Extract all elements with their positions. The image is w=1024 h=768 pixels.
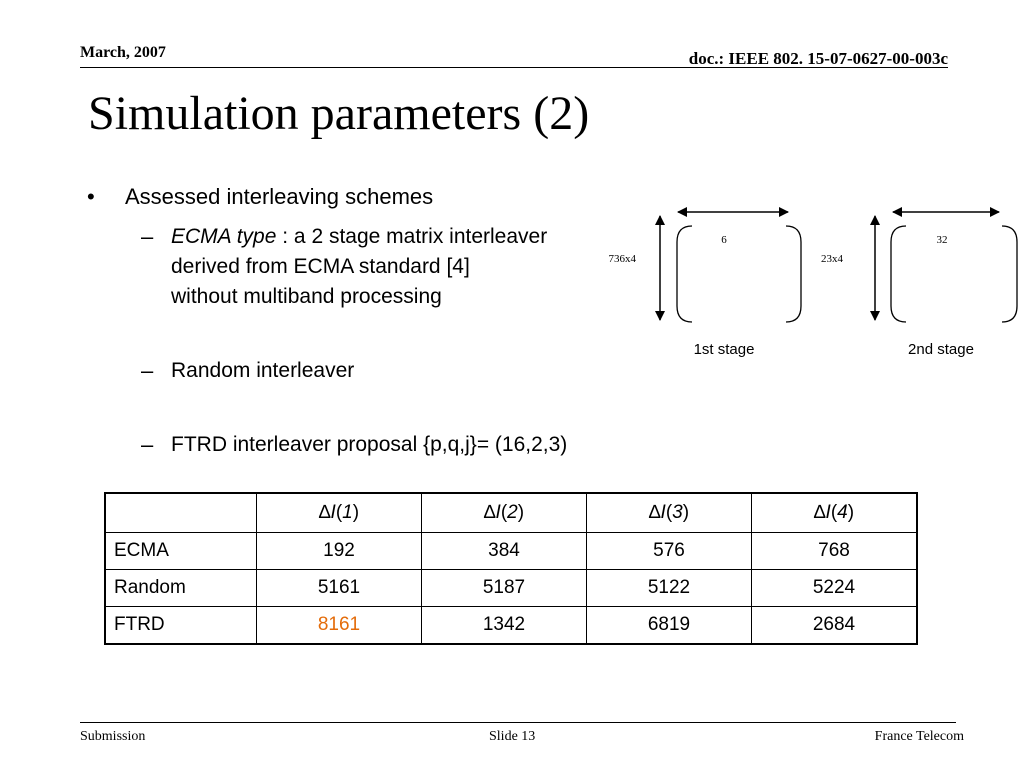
stage1-right-bracket [786, 226, 801, 322]
idx-symbol: 2 [507, 502, 518, 523]
idx-symbol: 4 [837, 502, 848, 523]
table-cell: 384 [422, 533, 587, 570]
stage1-height-label: 736x4 [608, 253, 636, 265]
table-cell: 6819 [587, 607, 752, 645]
bullet-marker: • [87, 184, 95, 209]
table-cell: 1342 [422, 607, 587, 645]
row-label: Random [105, 570, 257, 607]
delta-symbol: ∆ [648, 502, 661, 523]
ecma-type-desc: : a 2 stage matrix interleaver [276, 225, 548, 248]
table-cell: 192 [257, 533, 422, 570]
table-cell: 768 [752, 533, 918, 570]
var-symbol: I [495, 502, 501, 523]
stage1-width-label: 6 [721, 234, 727, 246]
footer-submission: Submission [80, 729, 146, 744]
delta-symbol: ∆ [483, 502, 496, 523]
bullet-assessed-schemes: Assessed interleaving schemes [125, 184, 434, 209]
stage2-caption: 2nd stage [908, 341, 974, 358]
table-cell: 5224 [752, 570, 918, 607]
col-header-3: ∆I(3) [587, 493, 752, 533]
dash-marker: – [141, 224, 154, 249]
idx-symbol: 1 [342, 502, 353, 523]
ecma-type-line3: without multiband processing [171, 285, 442, 308]
var-symbol: I [825, 502, 831, 523]
interleaver-comparison-table [104, 492, 918, 645]
row-label: ECMA [105, 533, 257, 570]
delta-symbol: ∆ [813, 502, 826, 523]
col-header-2: ∆I(2) [422, 493, 587, 533]
table-cell: 5187 [422, 570, 587, 607]
ecma-type-line2: derived from ECMA standard [4] [171, 255, 470, 278]
col-header-1: ∆I(1) [257, 493, 422, 533]
table-cell: 2684 [752, 607, 918, 645]
footer-divider [80, 722, 956, 723]
col-header-4: ∆I(4) [752, 493, 918, 533]
delta-symbol: ∆ [318, 502, 331, 523]
dash-marker: – [141, 432, 154, 457]
ecma-type-term: ECMA type [171, 225, 277, 248]
table-row-random [105, 570, 917, 607]
header-date: March, 2007 [80, 44, 166, 61]
stage2-right-bracket [1002, 226, 1017, 322]
table-cell: 576 [587, 533, 752, 570]
table-cell-highlighted: 8161 [257, 607, 422, 645]
stage1-left-bracket [677, 226, 692, 322]
table-cell: 5122 [587, 570, 752, 607]
idx-symbol: 3 [672, 502, 683, 523]
stage2-width-label: 32 [936, 234, 948, 246]
row-label: FTRD [105, 607, 257, 645]
footer-organization: France Telecom [874, 729, 964, 744]
table-header-row [105, 493, 917, 533]
stage1-matrix [609, 212, 802, 358]
stage1-caption: 1st stage [693, 341, 755, 358]
table-cell: 5161 [257, 570, 422, 607]
table-corner-cell [105, 493, 257, 533]
sub-bullet-random: Random interleaver [171, 359, 355, 382]
stage2-left-bracket [891, 226, 906, 322]
dash-marker: – [141, 358, 154, 383]
stage2-matrix [821, 212, 1017, 358]
table-row-ftrd [105, 607, 917, 645]
var-symbol: I [330, 502, 336, 523]
sub-bullet-ecma-type [171, 226, 547, 247]
stage2-height-label: 23x4 [821, 253, 843, 265]
slide-title: Simulation parameters (2) [88, 87, 590, 140]
header-divider [80, 67, 948, 68]
sub-bullet-ftrd: FTRD interleaver proposal {p,q,j}= (16,2,3) [171, 433, 568, 456]
var-symbol: I [660, 502, 666, 523]
header-doc-id: doc.: IEEE 802. 15-07-0627-00-003c [688, 49, 948, 68]
footer-slide-number: Slide 13 [489, 729, 536, 744]
table-row-ecma [105, 533, 917, 570]
